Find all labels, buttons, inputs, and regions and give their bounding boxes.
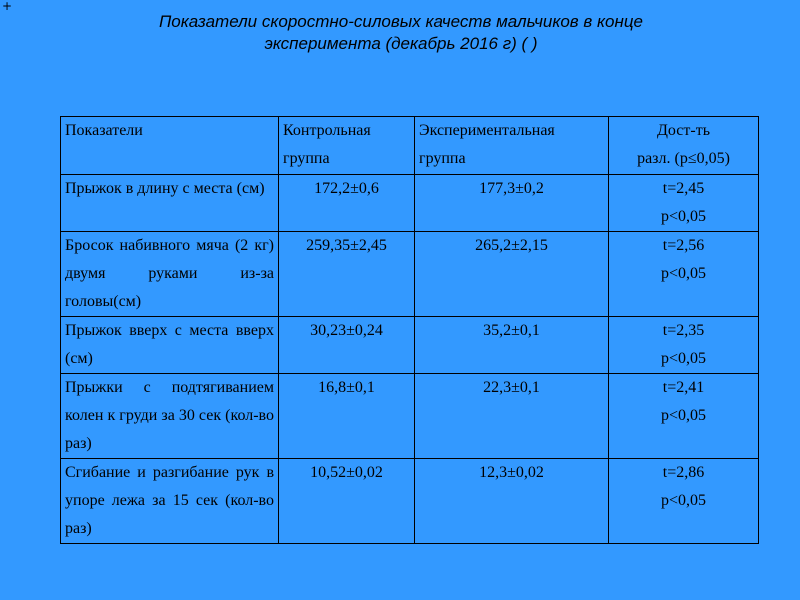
significance-cell (609, 459, 759, 544)
t-value: t=2,35 (662, 322, 705, 339)
table-row (61, 374, 759, 459)
t-value: t=2,41 (662, 379, 705, 396)
control-value-cell: 30,23±0,24 (279, 317, 415, 374)
p-value: p<0,05 (660, 407, 707, 424)
table-row (61, 175, 759, 232)
table-row (61, 232, 759, 317)
significance-cell (609, 232, 759, 317)
header-indicator: Показатели (61, 117, 279, 175)
table-row (61, 459, 759, 544)
slide-title-line-1: Показатели скоростно-силовых качеств мальчиков в конце (158, 12, 644, 31)
row-indicator-cell: Прыжок вверх с места вверх (см) (61, 317, 279, 374)
control-value-cell: 172,2±0,6 (279, 175, 415, 232)
experimental-value-cell: 12,3±0,02 (415, 459, 609, 544)
row-indicator-cell: Бросок набивного мяча (2 кг) двумя руками из-за головы(см) (61, 232, 279, 317)
experimental-value-cell: 35,2±0,1 (415, 317, 609, 374)
row-indicator-cell: Прыжки с подтягиванием колен к груди за 30 сек (кол-во раз) (61, 374, 279, 459)
p-value: p<0,05 (660, 208, 707, 225)
table-row (61, 317, 759, 374)
significance-cell (609, 317, 759, 374)
header-significance: Дост-ть разл. (p≤0,05) (609, 117, 759, 175)
row-indicator-cell: Сгибание и разгибание рук в упоре лежа за 15 сек (кол-во раз) (61, 459, 279, 544)
table-header-row (61, 117, 759, 175)
t-value: t=2,45 (662, 180, 705, 197)
results-table (60, 116, 759, 544)
p-value: p<0,05 (660, 492, 707, 509)
p-value: p<0,05 (660, 265, 707, 282)
slide-title-line-2: эксперимента (декабрь 2016 г) ( ) (264, 34, 538, 53)
t-value: t=2,56 (662, 237, 705, 254)
p-value: p<0,05 (660, 350, 707, 367)
control-value-cell: 16,8±0,1 (279, 374, 415, 459)
experimental-value-cell: 22,3±0,1 (415, 374, 609, 459)
control-value-cell: 259,35±2,45 (279, 232, 415, 317)
header-control-group: Контрольная группа (279, 117, 415, 175)
slide-title (60, 11, 742, 55)
row-indicator-cell: Прыжок в длину с места (см) (61, 175, 279, 232)
significance-cell (609, 175, 759, 232)
t-value: t=2,86 (662, 464, 705, 481)
experimental-value-cell: 265,2±2,15 (415, 232, 609, 317)
control-value-cell: 10,52±0,02 (279, 459, 415, 544)
significance-cell (609, 374, 759, 459)
corner-plus-mark: + (2, 0, 13, 13)
header-experimental-group: Экспериментальная группа (415, 117, 609, 175)
experimental-value-cell: 177,3±0,2 (415, 175, 609, 232)
